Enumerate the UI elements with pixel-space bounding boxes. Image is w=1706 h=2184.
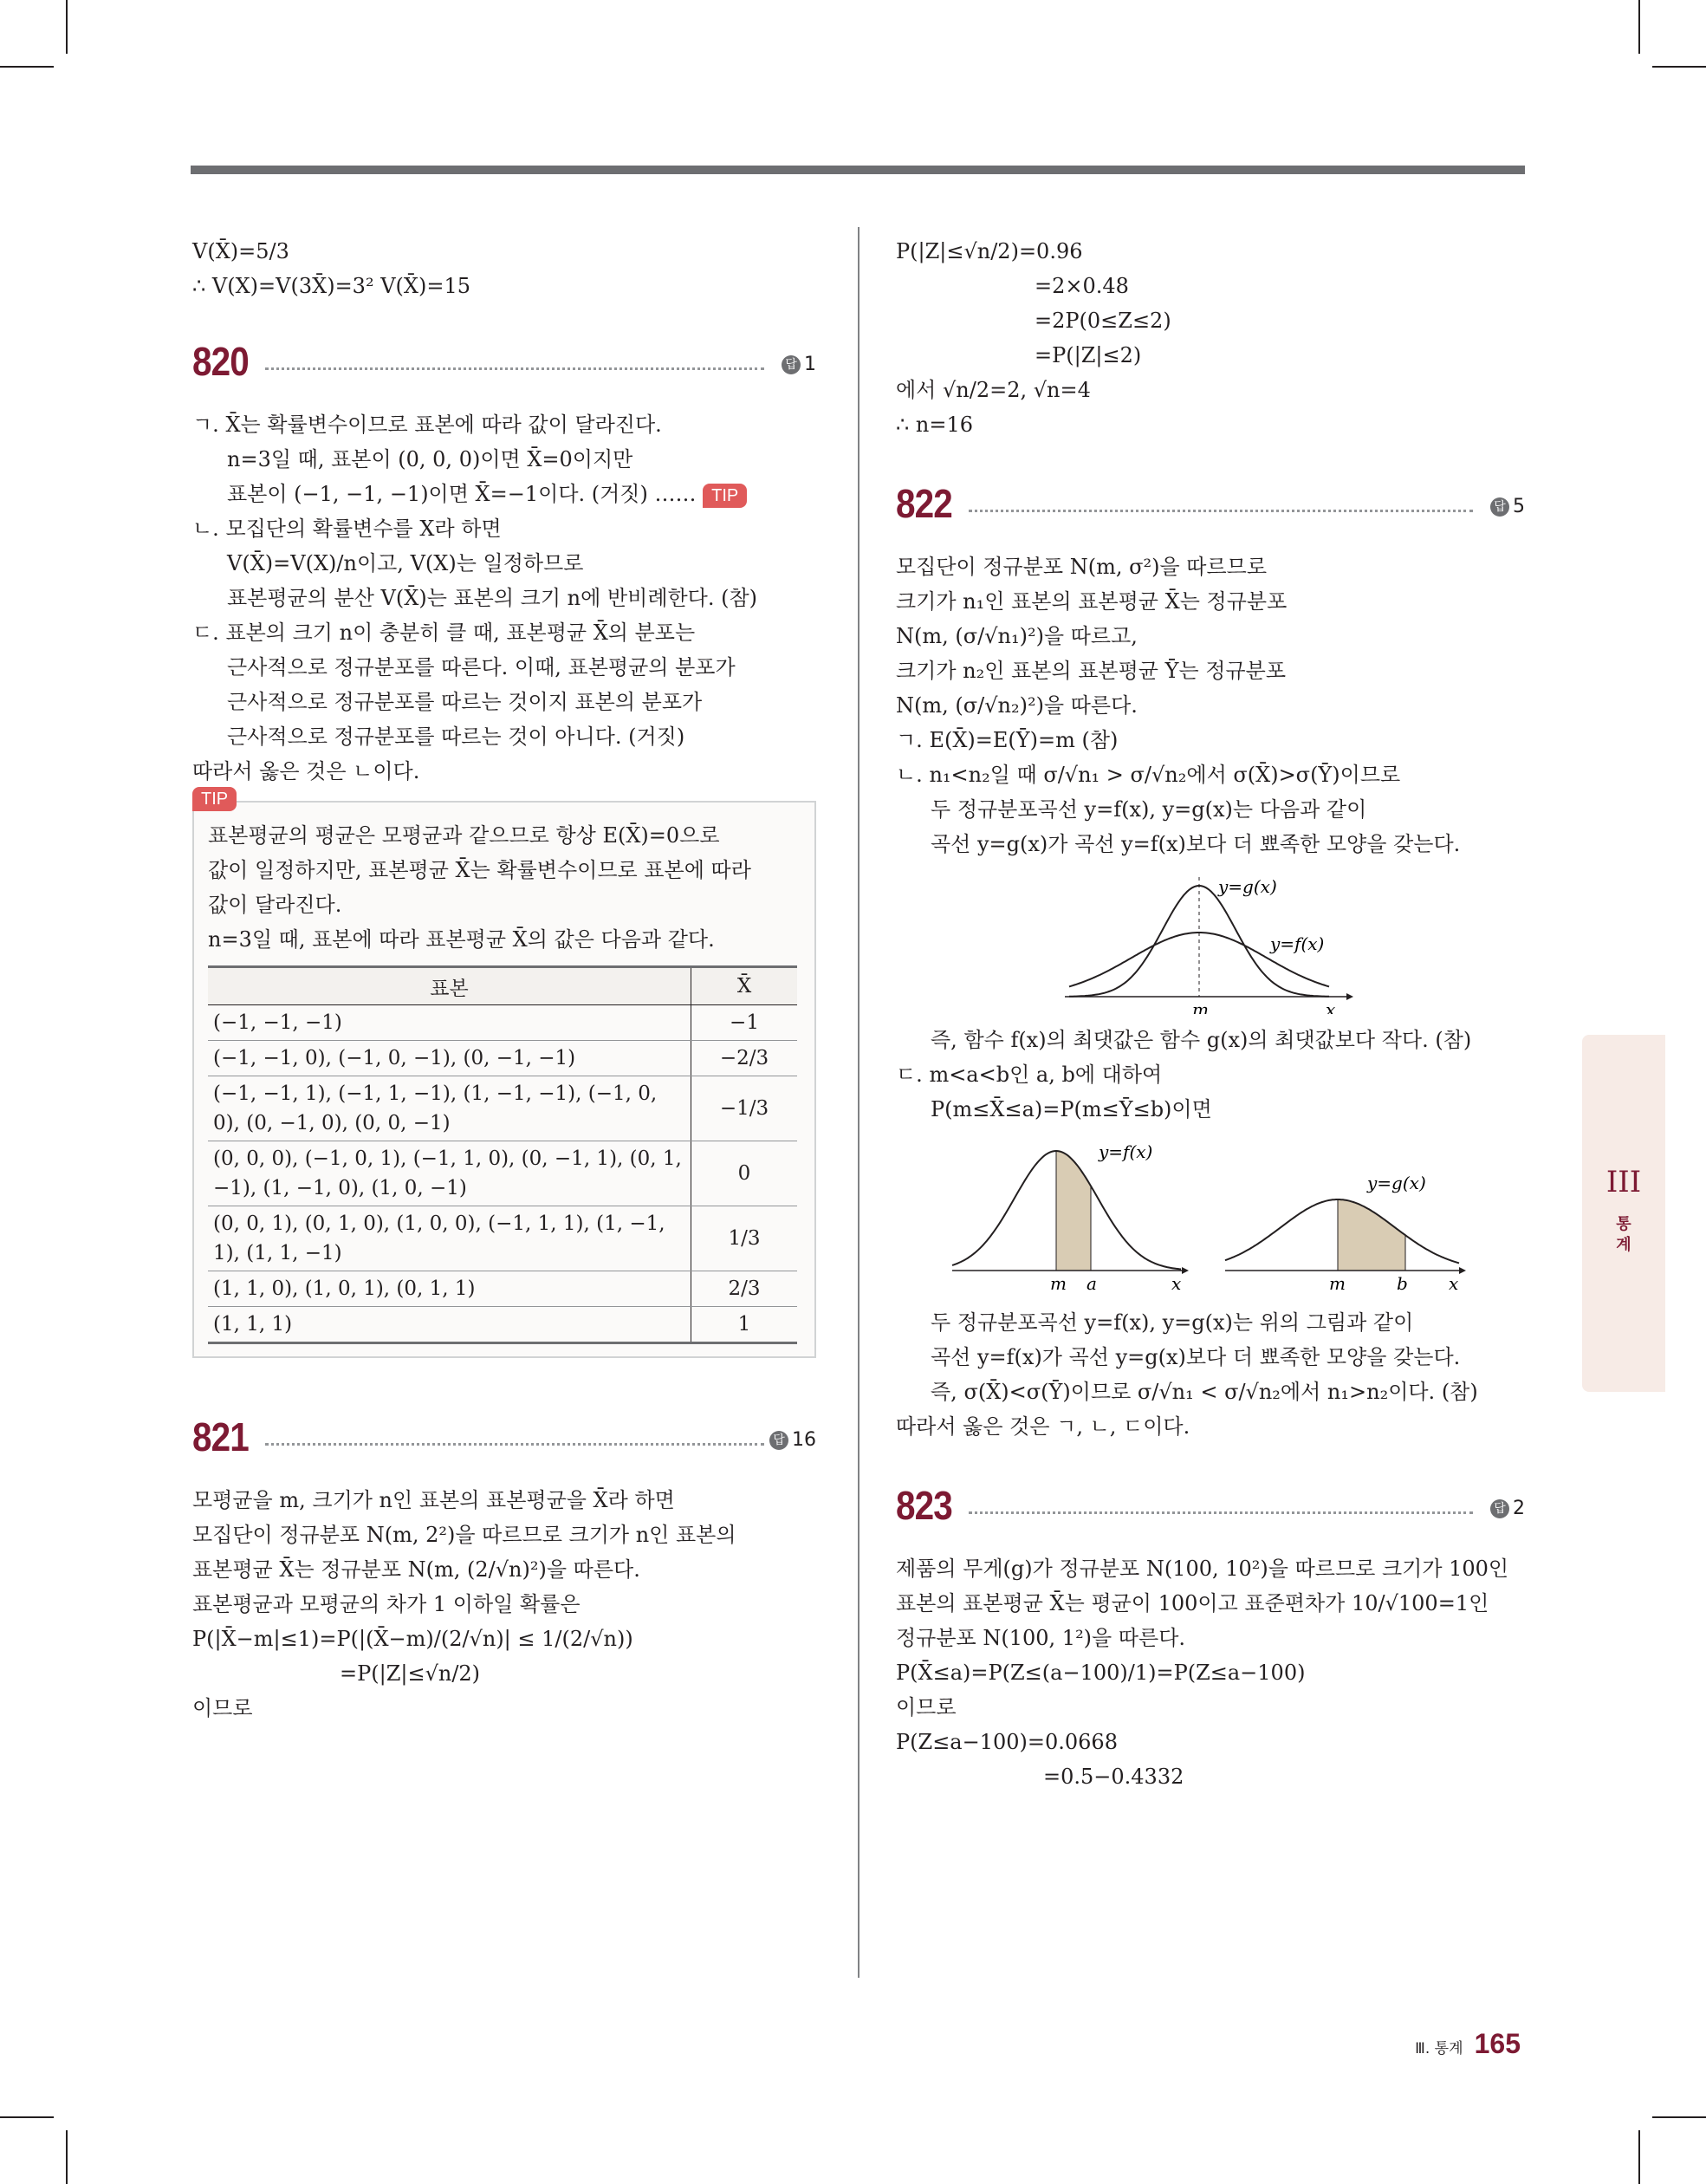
label-m: m: [1050, 1273, 1067, 1294]
label-g: y=g(x): [1218, 876, 1277, 897]
label-m: m: [1329, 1273, 1346, 1294]
solution-line: [192, 477, 816, 511]
solution-line: 이므로: [896, 1695, 957, 1719]
solution-line: 이므로: [192, 1696, 253, 1720]
sample-cell: (1, 1, 0), (1, 0, 1), (0, 1, 1): [208, 1271, 691, 1307]
problem-821-header: [192, 1410, 816, 1471]
answer-value: 16: [792, 1429, 816, 1451]
footer-section: Ⅲ. 통계: [1415, 2040, 1463, 2057]
table-row: [208, 1307, 797, 1343]
dotted-leader: [969, 510, 1473, 512]
answer-value: 1: [804, 354, 816, 375]
solution-line: 모집단이 정규분포 N(m, σ²)을 따르므로: [896, 555, 1268, 579]
table-header-cell: X̄: [691, 967, 798, 1005]
solution-line: =P(|Z|≤2): [1035, 343, 1142, 367]
solution-line: ㄷ. m<a<b인 a, b에 대하여: [896, 1063, 1163, 1087]
solution-line: 정규분포 N(100, 1²)을 따른다.: [896, 1626, 1186, 1650]
crop-mark: [66, 0, 68, 54]
solution-line: 표본의 표본평균 X̄는 평균이 100이고 표준편차가 10/√100=1인: [896, 1591, 1489, 1615]
crop-mark: [66, 2130, 68, 2184]
answer-value: 2: [1513, 1498, 1525, 1519]
solution-line: 제품의 무게(g)가 정규분포 N(100, 10²)을 따르므로 크기가 100인: [896, 1557, 1509, 1581]
solution-line: 근사적으로 정규분포를 따르는 것이지 표본의 분포가: [227, 690, 703, 714]
solution-line: 따라서 옳은 것은 ㄱ, ㄴ, ㄷ이다.: [896, 1414, 1190, 1439]
solution-line: ㄷ. 표본의 크기 n이 충분히 클 때, 표본평균 X̄의 분포는: [192, 621, 696, 645]
answer-icon: 답: [1490, 497, 1509, 517]
tip-badge: TIP: [703, 484, 747, 508]
page-footer: [1415, 2028, 1521, 2060]
table-header-cell: 표본: [208, 967, 691, 1005]
tip-line: 값이 일정하지만, 표본평균 X̄는 확률변수이므로 표본에 따라: [208, 858, 751, 882]
label-m: m: [1192, 999, 1209, 1014]
chapter-title: 계: [1616, 1236, 1631, 1254]
mean-cell: 2/3: [691, 1271, 798, 1307]
solution-line: ㄴ. 모집단의 확률변수를 X라 하면: [192, 517, 502, 541]
left-column: [192, 234, 816, 1726]
label-g: y=g(x): [1367, 1173, 1426, 1193]
solution-text: 표본이 (−1, −1, −1)이면 X̄=−1이다. (거짓) ……: [227, 482, 697, 506]
solution-line: n=3일 때, 표본이 (0, 0, 0)이면 X̄=0이지만: [227, 447, 633, 471]
solution-line: =2P(0≤Z≤2): [1035, 309, 1171, 333]
solution-line: 크기가 n₁인 표본의 표본평균 X̄는 정규분포: [896, 589, 1288, 614]
dotted-leader: [969, 1511, 1473, 1514]
chapter-title: 통: [1616, 1215, 1631, 1233]
shaded-area-graphs: [896, 1132, 1525, 1297]
crop-mark: [0, 66, 54, 68]
solution-line: 모평균을 m, 크기가 n인 표본의 표본평균을 X̄라 하면: [192, 1488, 675, 1512]
mean-cell: −1/3: [691, 1076, 798, 1141]
label-f: y=f(x): [1099, 1141, 1153, 1162]
tip-line: n=3일 때, 표본에 따라 표본평균 X̄의 값은 다음과 같다.: [208, 927, 715, 952]
answer-mark: [1490, 496, 1525, 517]
label-f: y=f(x): [1270, 933, 1325, 954]
tip-badge: TIP: [192, 787, 237, 811]
solution-line: ㄱ. E(X̄)=E(Ȳ)=m (참): [896, 728, 1119, 752]
table-header-row: [208, 967, 797, 1005]
answer-icon: 답: [782, 355, 801, 374]
solution-line: 표본평균 X̄는 정규분포 N(m, (2/√n)²)을 따른다.: [192, 1557, 640, 1582]
label-x: x: [1449, 1273, 1459, 1294]
mean-cell: 1: [691, 1307, 798, 1343]
solution-line: 두 정규분포곡선 y=f(x), y=g(x)는 다음과 같이: [931, 797, 1367, 822]
sample-mean-table: [208, 965, 797, 1344]
sample-cell: (1, 1, 1): [208, 1307, 691, 1343]
solution-line: 근사적으로 정규분포를 따른다. 이때, 표본평균의 분포가: [227, 655, 736, 679]
sample-cell: (0, 0, 0), (−1, 0, 1), (−1, 1, 0), (0, −1, 1), (0, 1, −1), (1, −1, 0), (1, 0, −1): [208, 1141, 691, 1206]
solution-line: 즉, 함수 f(x)의 최댓값은 함수 g(x)의 최댓값보다 작다. (참): [931, 1028, 1472, 1052]
problem-number: 823: [896, 1483, 952, 1528]
tip-line: 표본평균의 평균은 모평균과 같으므로 항상 E(X̄)=0으로: [208, 823, 720, 848]
dotted-leader: [265, 1443, 764, 1446]
shaded-region-f: [1056, 1151, 1091, 1271]
solution-line: 따라서 옳은 것은 ㄴ이다.: [192, 759, 420, 783]
solution-line: ∴ n=16: [896, 413, 974, 437]
crop-mark: [1652, 66, 1706, 68]
sample-cell: (−1, −1, 0), (−1, 0, −1), (0, −1, −1): [208, 1041, 691, 1076]
table-row: [208, 1041, 797, 1076]
page-number: 165: [1474, 2028, 1521, 2059]
crop-mark: [1638, 0, 1640, 54]
tip-box: [192, 790, 816, 1358]
table-row: [208, 1141, 797, 1206]
label-a: a: [1087, 1273, 1097, 1294]
right-column: [896, 234, 1525, 1794]
problem-820-header: [192, 335, 816, 395]
crop-mark: [1652, 2116, 1706, 2118]
x-axis-arrow: [1182, 1267, 1189, 1274]
crop-mark: [0, 2116, 54, 2118]
solution-line: V(X̄)=V(X)/n이고, V(X)는 일정하므로: [227, 551, 584, 575]
problem-number: 821: [192, 1414, 249, 1459]
sample-cell: (−1, −1, −1): [208, 1005, 691, 1041]
label-b: b: [1397, 1273, 1408, 1294]
solution-line: 에서 √n/2=2, √n=4: [896, 378, 1091, 402]
solution-line: P(X̄≤a)=P(Z≤(a−100)/1)=P(Z≤a−100): [896, 1661, 1306, 1685]
table-row: [208, 1206, 797, 1271]
solution-line: 크기가 n₂인 표본의 표본평균 Ȳ는 정규분포: [896, 659, 1287, 683]
table-row: [208, 1271, 797, 1307]
solution-line: =2×0.48: [1035, 274, 1129, 298]
sample-cell: (−1, −1, 1), (−1, 1, −1), (1, −1, −1), (−1, 0, 0), (0, −1, 0), (0, 0, −1): [208, 1076, 691, 1141]
normal-curves-graph: [896, 867, 1525, 1014]
problem-822-header: [896, 477, 1525, 537]
table-row: [208, 1076, 797, 1141]
answer-mark: [782, 354, 816, 375]
solution-line: 표본평균의 분산 V(X̄)는 표본의 크기 n에 반비례한다. (참): [227, 586, 758, 610]
solution-line: 곡선 y=g(x)가 곡선 y=f(x)보다 더 뾰족한 모양을 갖는다.: [931, 832, 1461, 856]
solution-line: =P(|Z|≤√n/2): [340, 1661, 481, 1686]
chapter-tab[interactable]: [1582, 1035, 1665, 1392]
solution-line: ㄴ. n₁<n₂일 때 σ/√n₁ > σ/√n₂에서 σ(X̄)>σ(Ȳ)이므로: [896, 763, 1401, 787]
problem-823-header: [896, 1479, 1525, 1539]
chapter-number: III: [1605, 1165, 1642, 1199]
table-row: [208, 1005, 797, 1041]
tip-line: 값이 달라진다.: [208, 893, 342, 917]
mean-cell: 1/3: [691, 1206, 798, 1271]
solution-line: P(m≤X̄≤a)=P(m≤Ȳ≤b)이면: [931, 1097, 1212, 1121]
solution-line: ㄱ. X̄는 확률변수이므로 표본에 따라 값이 달라진다.: [192, 413, 662, 437]
header-rule: [191, 166, 1525, 174]
intro-line: V(X̄)=5/3: [192, 239, 289, 263]
solution-line: 두 정규분포곡선 y=f(x), y=g(x)는 위의 그림과 같이: [931, 1310, 1414, 1335]
mean-cell: −1: [691, 1005, 798, 1041]
solution-line: N(m, (σ/√n₂)²)을 따른다.: [896, 693, 1138, 718]
solution-line: =0.5−0.4332: [1043, 1765, 1184, 1789]
answer-icon: 답: [769, 1431, 788, 1450]
problem-number: 820: [192, 339, 249, 384]
solution-line: P(|Z|≤√n/2)=0.96: [896, 239, 1083, 263]
mean-cell: 0: [691, 1141, 798, 1206]
crop-mark: [1638, 2130, 1640, 2184]
x-axis-arrow: [1346, 993, 1353, 1000]
intro-line: ∴ V(X)=V(3X̄)=3² V(X̄)=15: [192, 274, 470, 298]
problem-number: 822: [896, 481, 952, 526]
solution-line: P(|X̄−m|≤1)=P(|(X̄−m)/(2/√n)| ≤ 1/(2/√n)): [192, 1627, 633, 1651]
answer-mark: [769, 1429, 816, 1451]
solution-line: 곡선 y=f(x)가 곡선 y=g(x)보다 더 뾰족한 모양을 갖는다.: [931, 1345, 1461, 1369]
solution-line: N(m, (σ/√n₁)²)을 따르고,: [896, 624, 1138, 648]
solution-line: P(Z≤a−100)=0.0668: [896, 1730, 1118, 1754]
answer-mark: [1490, 1498, 1525, 1519]
label-x: x: [1171, 1273, 1182, 1294]
label-x: x: [1326, 999, 1336, 1014]
dotted-leader: [265, 367, 764, 370]
table-body: [208, 1005, 797, 1343]
solution-line: 표본평균과 모평균의 차가 1 이하일 확률은: [192, 1592, 581, 1616]
solution-line: 모집단이 정규분포 N(m, 2²)을 따르므로 크기가 n인 표본의: [192, 1523, 736, 1547]
sample-cell: (0, 0, 1), (0, 1, 0), (1, 0, 0), (−1, 1, 1), (1, −1, 1), (1, 1, −1): [208, 1206, 691, 1271]
answer-icon: 답: [1490, 1499, 1509, 1518]
solution-line: 즉, σ(X̄)<σ(Ȳ)이므로 σ/√n₁ < σ/√n₂에서 n₁>n₂이다. (참): [931, 1380, 1478, 1404]
column-divider: [858, 227, 859, 1978]
mean-cell: −2/3: [691, 1041, 798, 1076]
x-axis-arrow: [1459, 1267, 1466, 1274]
solution-line: 근사적으로 정규분포를 따르는 것이 아니다. (거짓): [227, 725, 685, 749]
answer-value: 5: [1513, 496, 1525, 517]
